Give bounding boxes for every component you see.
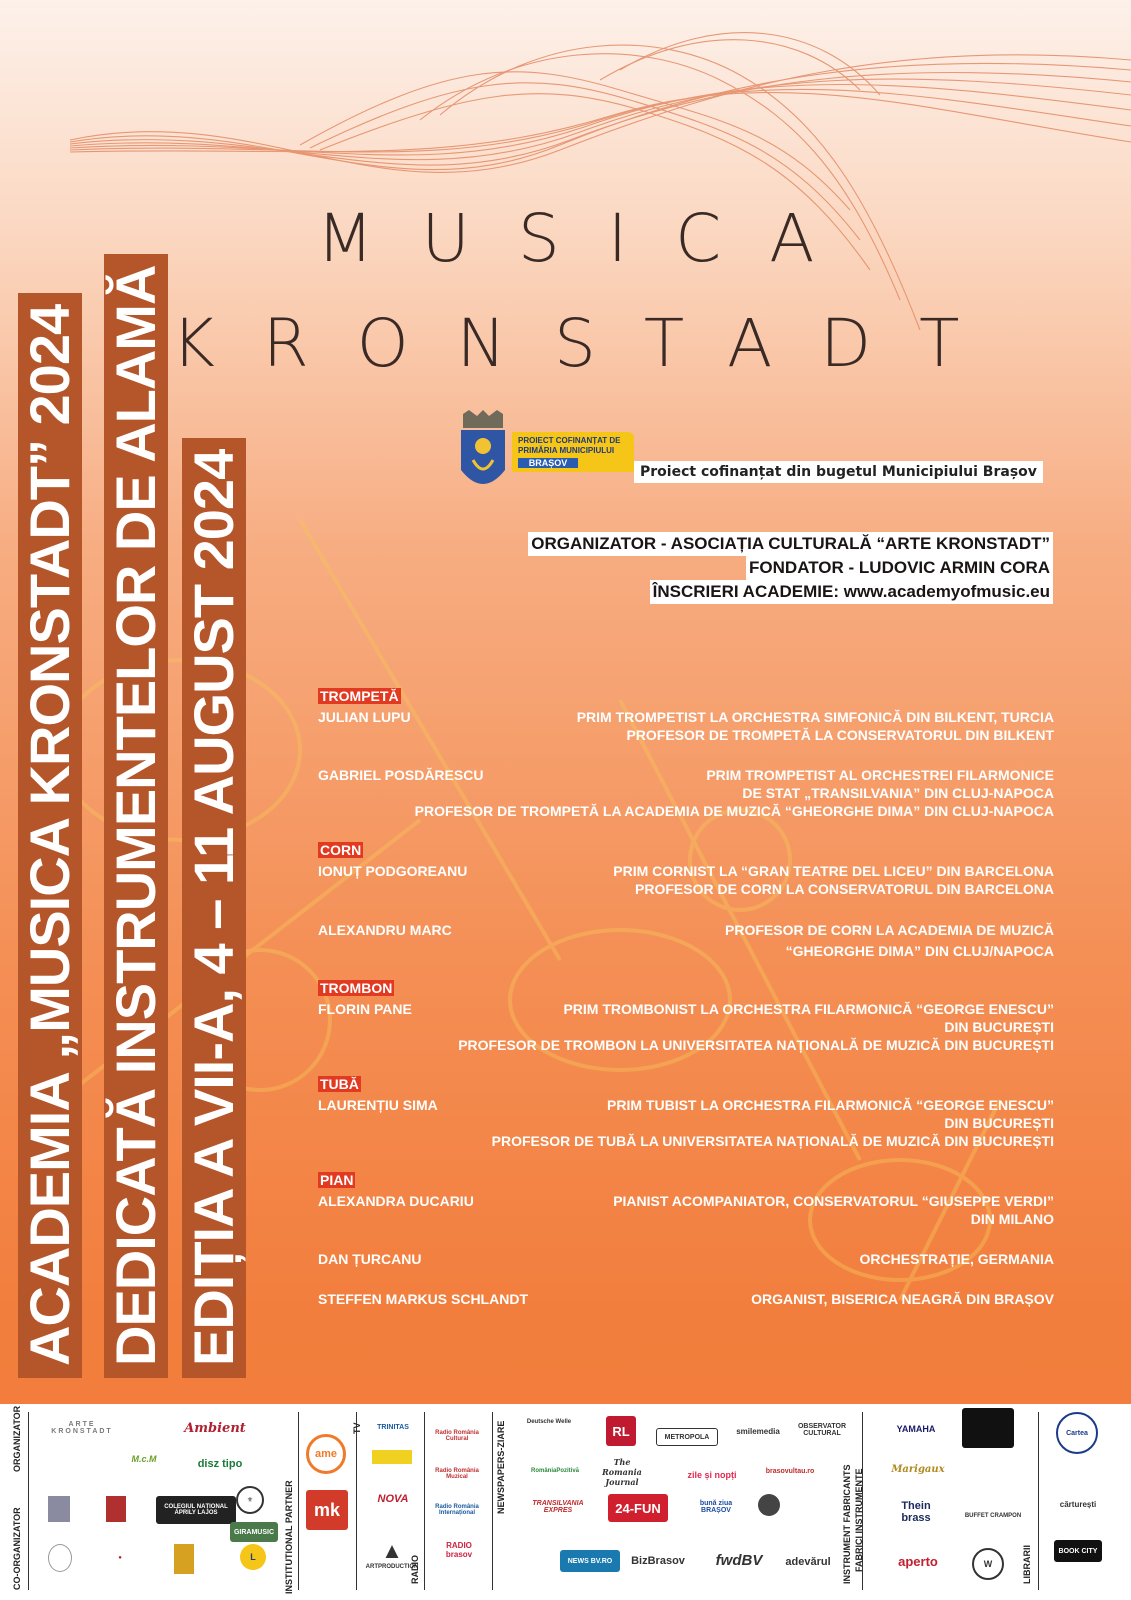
logo-icon: W xyxy=(972,1548,1004,1580)
logo-radio-brasov: RADIO brasov xyxy=(445,1541,473,1559)
faculty-desc: PRIM CORNIST LA “GRAN TEATRE DEL LICEU” DIN BARCELONA xyxy=(613,863,1054,879)
faculty-desc: PROFESOR DE TUBĂ LA UNIVERSITATEA NAȚIONALĂ DE MUZICĂ DIN BUCUREȘTI xyxy=(491,1133,1054,1149)
logo-thein-brass: Thein brass xyxy=(901,1500,931,1524)
logo-zile-nopti: zile și nopți xyxy=(687,1470,737,1480)
faculty-desc: PRIM TROMBONIST LA ORCHESTRA FILARMONICĂ “GEORGE ENESCU” xyxy=(563,1001,1054,1017)
logo-radio-muzical: Radio România Muzical xyxy=(435,1468,479,1480)
logo-carturesti: cărturești xyxy=(1059,1499,1097,1509)
category-trompeta: TROMPETĂ xyxy=(320,688,399,704)
faculty-row xyxy=(318,1290,1054,1308)
logo-icon xyxy=(758,1494,780,1516)
crest-icon xyxy=(106,1496,126,1522)
title-kronstadt: KRONSTADT xyxy=(171,305,1008,382)
divider xyxy=(424,1412,425,1590)
faculty-desc: PROFESOR DE CORN LA CONSERVATORUL DIN BARCELONA xyxy=(635,881,1054,897)
faculty-row xyxy=(318,920,1054,962)
faculty-name: ALEXANDRU MARC xyxy=(318,922,452,938)
organizer-block xyxy=(528,532,1053,604)
cofinance-badge xyxy=(512,432,634,472)
logo-romania-pozitiva: RomâniaPozitivă xyxy=(530,1468,579,1474)
crest-icon: ⚜ xyxy=(236,1486,264,1514)
logo-mcm: M.c.M xyxy=(131,1454,157,1464)
faculty-desc: DE STAT „TRANSILVANIA” DIN CLUJ-NAPOCA xyxy=(742,785,1054,801)
registration-line: ÎNSCRIERI ACADEMIE: www.academyofmusic.eu xyxy=(650,580,1053,604)
logo-yamaha: YAMAHA xyxy=(896,1424,936,1434)
logo-icon: ● xyxy=(118,1555,122,1561)
label-newspapers: NEWSPAPERS-ZIARE xyxy=(496,1420,506,1514)
title-musica: MUSICA xyxy=(316,200,863,277)
faculty-desc: ORGANIST, BISERICA NEAGRĂ DIN BRAȘOV xyxy=(751,1291,1054,1307)
faculty-desc: PRIM TROMPETIST LA ORCHESTRA SIMFONICĂ DIN BILKENT, TURCIA xyxy=(576,709,1054,725)
sponsors-footer xyxy=(0,1404,1131,1600)
logo-icon xyxy=(372,1450,412,1464)
faculty-name: DAN ȚURCANU xyxy=(318,1251,422,1267)
logo-smilemedia: smilemedia xyxy=(736,1426,780,1436)
lions-icon: L xyxy=(240,1544,266,1570)
logo-dw: Deutsche Welle xyxy=(526,1419,572,1425)
faculty-desc: PROFESOR DE TROMPETĂ LA ACADEMIA DE MUZICĂ “GHEORGHE DIMA” DIN CLUJ-NAPOCA xyxy=(414,803,1054,819)
divider xyxy=(1038,1412,1039,1590)
faculty-name: JULIAN LUPU xyxy=(318,709,411,725)
banner-dedicata: DEDICATĂ INSTRUMENTELOR DE ALAMĂ xyxy=(104,254,168,1378)
logo-buffet-crampon: BUFFET CRAMPON xyxy=(964,1513,1022,1519)
logo-marigaux: Marigaux xyxy=(891,1463,945,1475)
label-instruments2: FABRICI INSTRUMENTE xyxy=(854,1468,864,1572)
faculty-desc: DIN BUCUREȘTI xyxy=(944,1019,1054,1035)
logo-icon xyxy=(174,1544,194,1574)
founder-line: FONDATOR - LUDOVIC ARMIN CORA xyxy=(746,556,1053,580)
faculty-row xyxy=(318,1096,1054,1150)
label-instruments: INSTRUMENT FABRICANTS xyxy=(842,1464,852,1584)
logo-observator: OBSERVATOR CULTURAL xyxy=(797,1423,847,1437)
label-institutional: INSTITUTIONAL PARTNER xyxy=(284,1480,294,1594)
logo-bizbrasov: BizBrasov xyxy=(631,1555,685,1567)
label-organizator: ORGANIZATOR xyxy=(12,1405,22,1472)
logo-colegiu: COLEGIUL NAȚIONAL ÁPRILY LAJOS xyxy=(156,1496,236,1524)
logo-disz-tipo: disz tipo xyxy=(197,1458,243,1470)
faculty-row xyxy=(318,766,1054,820)
faculty-row xyxy=(318,1000,1054,1054)
logo-cartea: Cartea xyxy=(1056,1412,1098,1454)
faculty-row xyxy=(318,862,1054,898)
logo-newsbv: NEWS BV.RO xyxy=(560,1550,620,1572)
faculty-name: GABRIEL POSDĂRESCU xyxy=(318,767,484,783)
logo-24fun: 24-FUN xyxy=(608,1494,668,1522)
triangle-icon: ▲ xyxy=(381,1538,403,1563)
faculty-name: ALEXANDRA DUCARIU xyxy=(318,1193,474,1209)
divider xyxy=(356,1412,357,1590)
label-tv: TV xyxy=(352,1422,362,1434)
label-coorganizator: CO-ORGANIZATOR xyxy=(12,1507,22,1590)
logo-buna-ziua-brasov: bună ziua BRAȘOV xyxy=(699,1500,733,1514)
faculty-desc: PROFESOR DE CORN LA ACADEMIA DE MUZICĂ xyxy=(725,922,1054,938)
faculty-name: FLORIN PANE xyxy=(318,1001,412,1017)
faculty-row xyxy=(318,1192,1054,1228)
logo-fwdbv: fwdBV xyxy=(715,1551,763,1569)
logo-mk: mk xyxy=(306,1490,348,1530)
faculty-name: LAURENȚIU SIMA xyxy=(318,1097,438,1113)
logo-ame: ame xyxy=(306,1434,346,1474)
faculty-desc: DIN BUCUREȘTI xyxy=(944,1115,1054,1131)
logo-trinitas: TRINITAS xyxy=(377,1423,409,1431)
banner-editia: EDIȚIA A VII-A, 4 – 11 AUGUST 2024 xyxy=(182,438,246,1378)
logo-ambient: Ambient xyxy=(184,1420,246,1436)
divider xyxy=(28,1412,29,1590)
badge-city: BRAȘOV xyxy=(518,458,578,468)
faculty-row xyxy=(318,1250,1054,1268)
logo-romania-journal: The Romania Journal xyxy=(602,1457,642,1487)
organizer-line: ORGANIZATOR - ASOCIAȚIA CULTURALĂ “ARTE KRONSTADT” xyxy=(528,532,1053,556)
logo-adevarul: adevărul xyxy=(785,1556,831,1568)
logo-arte-kronstadt: ARTE KRONSTADT xyxy=(51,1421,113,1435)
logo-icon xyxy=(962,1408,1014,1448)
logo-icon xyxy=(962,1460,1014,1478)
artproduction-label: ARTPRODUCTION xyxy=(365,1564,419,1570)
logo-rl: RL xyxy=(606,1416,636,1446)
logo-book-city: BOOK CITY xyxy=(1054,1540,1102,1562)
logo-brasovultau: brasovultau.ro xyxy=(765,1467,815,1475)
seal-icon xyxy=(48,1544,72,1572)
category-pian: PIAN xyxy=(320,1172,354,1188)
logo-nova: NOVA xyxy=(377,1493,409,1505)
logo-metropola: METROPOLA xyxy=(656,1428,718,1446)
faculty-name: STEFFEN MARKUS SCHLANDT xyxy=(318,1291,528,1307)
label-librarii: LIBRARII xyxy=(1022,1545,1032,1584)
logo-radio-cultural: Radio România Cultural xyxy=(435,1430,479,1442)
faculty-desc: PIANIST ACOMPANIATOR, CONSERVATORUL “GIUSEPPE VERDI” xyxy=(613,1193,1054,1209)
label-radio: RADIO xyxy=(410,1555,420,1584)
logo-aperto: aperto xyxy=(898,1553,938,1569)
category-tuba: TUBĂ xyxy=(320,1076,359,1092)
brasov-crest-icon xyxy=(455,408,511,500)
category-corn: CORN xyxy=(320,842,362,858)
badge-line2: PRIMĂRIA MUNICIPIULUI xyxy=(518,446,615,455)
faculty-name: IONUȚ PODGOREANU xyxy=(318,863,468,879)
divider xyxy=(492,1412,493,1590)
faculty-desc: ORCHESTRAȚIE, GERMANIA xyxy=(859,1251,1054,1267)
logo-giramusic: GIRAMUSIC xyxy=(230,1522,278,1542)
faculty-desc: PROFESOR DE TROMBON LA UNIVERSITATEA NAȚIONALĂ DE MUZICĂ DIN BUCUREȘTI xyxy=(458,1037,1054,1053)
divider xyxy=(298,1412,299,1590)
crest-icon xyxy=(48,1496,70,1522)
faculty-desc: PRIM TUBIST LA ORCHESTRA FILARMONICĂ “GEORGE ENESCU” xyxy=(607,1097,1054,1113)
logo-radio-international: Radio România Internațional xyxy=(435,1504,479,1516)
faculty-desc: PROFESOR DE TROMPETĂ LA CONSERVATORUL DIN BILKENT xyxy=(626,727,1054,743)
faculty-desc: DIN MILANO xyxy=(970,1211,1054,1227)
logo-transilvania-expres: TRANSILVANIA EXPRES xyxy=(532,1500,584,1514)
faculty-desc: “GHEORGHE DIMA” DIN CLUJ/NAPOCA xyxy=(785,943,1054,959)
badge-line1: PROIECT COFINANȚAT DE xyxy=(518,436,621,445)
banner-academia: ACADEMIA „MUSICA KRONSTADT” 2024 xyxy=(18,293,82,1378)
faculty-desc: PRIM TROMPETIST AL ORCHESTREI FILARMONICE xyxy=(706,767,1054,783)
category-trombon: TROMBON xyxy=(320,980,393,996)
cofinance-text: Proiect cofinanțat din bugetul Municipiului Brașov xyxy=(634,461,1043,483)
faculty-row xyxy=(318,708,1054,744)
